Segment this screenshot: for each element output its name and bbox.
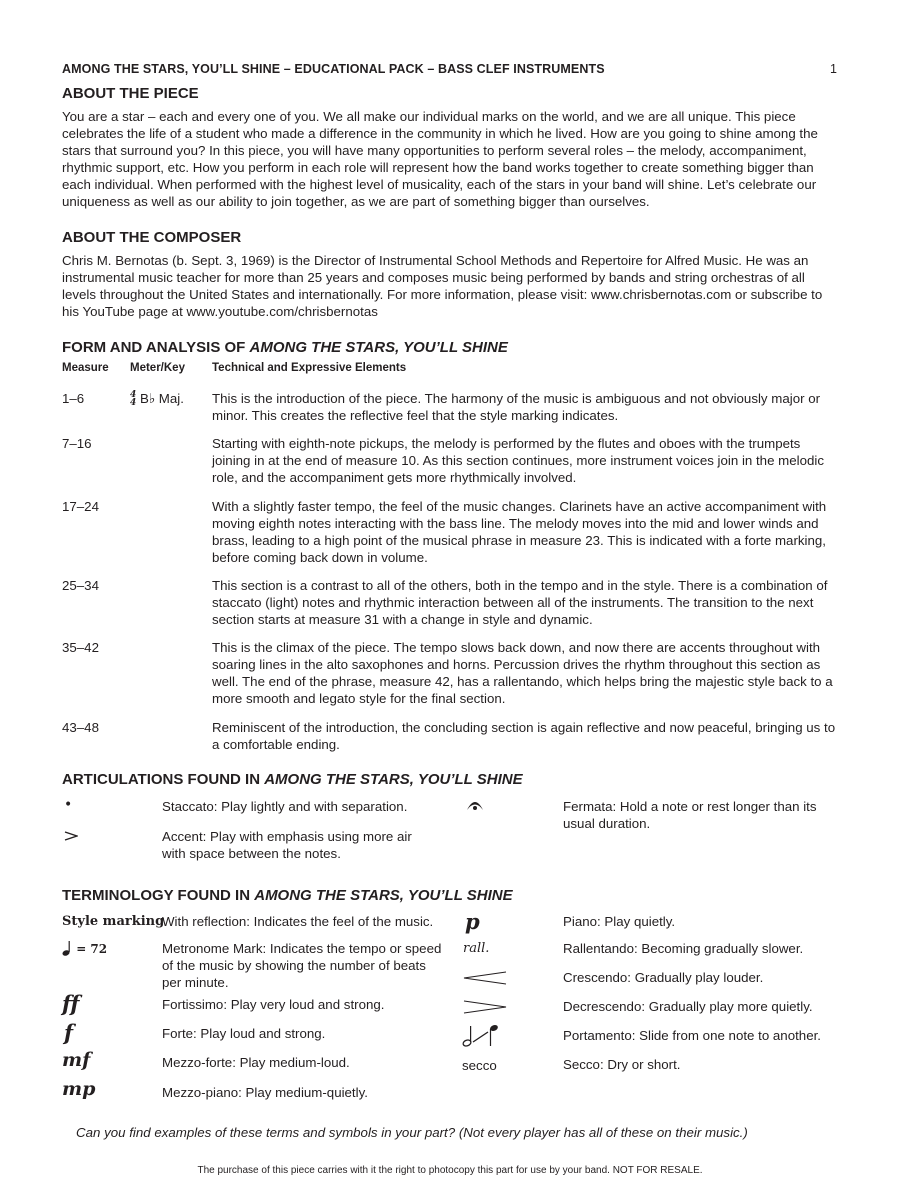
row-measure: 43–48 [62,720,99,735]
fortissimo-symbol: ff [62,991,80,1016]
articulation-accent: Accent: Play with emphasis using more air with space between the notes. [162,829,412,861]
about-composer-heading: ABOUT THE COMPOSER [62,229,242,246]
piano-symbol: p [465,909,480,934]
column-header-elements: Technical and Expressive Elements [212,362,407,374]
quarter-note-icon [62,940,72,956]
row-description: Starting with eighth-note pickups, the melody is performed by the flutes and oboes with the trumpets joining in at the end of measure 10. As this section continues, more instrument voices join in the melodic role, and the accompaniment gets more rhythmically involved. [212,436,824,485]
time-signature: 4 4 [130,390,137,408]
secco-symbol: secco [462,1058,497,1073]
about-composer-body: Chris M. Bernotas (b. Sept. 3, 1969) is the Director of Instrumental School Methods and Repertoire for Alfred Music. He was an instrumental music teacher for more than 25 years and composes music being performed by bands and string orchestras of all levels throughout the United States and internationally. For more information, please visit: www.chrisbernotas.com or subscribe to his YouTube page at www.youtube.com/chrisbernotas [62,253,823,319]
forte-symbol: f [64,1020,74,1045]
row-description: This section is a contrast to all of the others, both in the tempo and in the style. There is a combination of staccato (light) notes and rhythmic interaction between all of the instruments. The transition to the next section starts at measure 31 with a change in style and dynamic. [212,578,828,627]
column-header-measure: Measure [62,362,109,374]
row-meter-key: 4 4 B♭ Maj. [130,390,184,408]
term-forte: Forte: Play loud and strong. [162,1026,326,1041]
decrescendo-icon [462,999,508,1015]
column-header-meter-key: Meter/Key [130,362,185,374]
term-mezzo-forte: Mezzo-forte: Play medium-loud. [162,1055,350,1070]
term-piano: Piano: Play quietly. [563,914,676,929]
term-crescendo: Crescendo: Gradually play louder. [563,970,764,985]
row-description: Reminiscent of the introduction, the concluding section is again reflective and now peaceful, bringing us to a comfortable ending. [212,720,836,752]
term-fortissimo: Fortissimo: Play very loud and strong. [162,997,385,1012]
row-description: This is the climax of the piece. The tempo slows back down, and now there are accents throughout with soaring lines in the alto saxophones and horns. Percussion drives the rhythm throughout this section as well. The end of the phrase, measure 42, has a rallentando, which helps bring the majestic style back to a more smooth and legato style for the final section. [212,640,833,706]
row-measure: 7–16 [62,436,92,451]
fermata-icon [465,797,485,813]
page-number: 1 [830,62,837,76]
about-piece-heading: ABOUT THE PIECE [62,85,199,102]
row-measure: 1–6 [62,391,85,406]
staccato-dot-icon: • [64,797,73,813]
style-marking-label: Style marking [62,914,165,929]
term-secco: Secco: Dry or short. [563,1057,681,1072]
articulations-heading: ARTICULATIONS FOUND IN AMONG THE STARS, YOU’LL SHINE [62,771,523,788]
term-portamento: Portamento: Slide from one note to another. [563,1028,821,1043]
accent-icon [64,830,78,842]
running-head: AMONG THE STARS, YOU’LL SHINE – EDUCATIONAL PACK – BASS CLEF INSTRUMENTS [62,62,605,76]
portamento-icon [462,1022,502,1048]
articulation-staccato: Staccato: Play lightly and with separation. [162,799,408,814]
row-measure: 35–42 [62,640,99,655]
row-description: This is the introduction of the piece. The harmony of the music is ambiguous and not obviously major or minor. This creates the reflective feel that the style marking indicates. [212,391,821,423]
row-description: With a slightly faster tempo, the feel of the music changes. Clarinets have an active accompaniment with moving eighth notes interacting with the bass line. The melody moves into the mid and lower winds and brass, leading to a high point of the musical phrase in measure 23. This is indicated with a forte marking, before coming back down in volume. [212,499,827,565]
mezzo-piano-symbol: mp [62,1078,96,1100]
term-metronome: Metronome Mark: Indicates the tempo or speed of the music by showing the number of beats per minute. [162,941,442,990]
metronome-mark: = 72 [62,940,107,956]
row-measure: 17–24 [62,499,99,514]
closing-question: Can you find examples of these terms and symbols in your part? (Not every player has all of these on their music.) [76,1125,748,1140]
rall-symbol: rall. [463,941,490,956]
about-piece-body: You are a star – each and every one of you. We all make our individual marks on the world, and we are all unique. This piece celebrates the life of a student who made a difference in the community in which he lived. How are you going to shine among the stars that surround you? In this piece, you will have many opportunities to perform several roles – the melody, accompaniment, rhythmic support, etc. How you perform in each role will represent how the band works together to create something bigger than each individual. When performed with the highest level of musicality, each of the stars in your band will shine. Let’s celebrate our uniqueness as well as our ability to join together, as we are part of something bigger than ourselves. [62,109,818,209]
row-measure: 25–34 [62,578,99,593]
term-mezzo-piano: Mezzo-piano: Play medium-quietly. [162,1085,368,1100]
form-analysis-heading: FORM AND ANALYSIS OF AMONG THE STARS, YOU’LL SHINE [62,339,508,356]
term-rallentando: Rallentando: Becoming gradually slower. [563,941,804,956]
legal-notice: The purchase of this piece carries with it the right to photocopy this part for use by your band. NOT FOR RESALE. [197,1165,703,1176]
term-style-marking: With reflection: Indicates the feel of the music. [162,914,434,929]
mezzo-forte-symbol: mf [62,1049,91,1071]
terminology-heading: TERMINOLOGY FOUND IN AMONG THE STARS, YOU’LL SHINE [62,887,513,904]
crescendo-icon [462,970,508,986]
articulation-fermata: Fermata: Hold a note or rest longer than its usual duration. [563,799,817,831]
term-decrescendo: Decrescendo: Gradually play more quietly. [563,999,813,1014]
